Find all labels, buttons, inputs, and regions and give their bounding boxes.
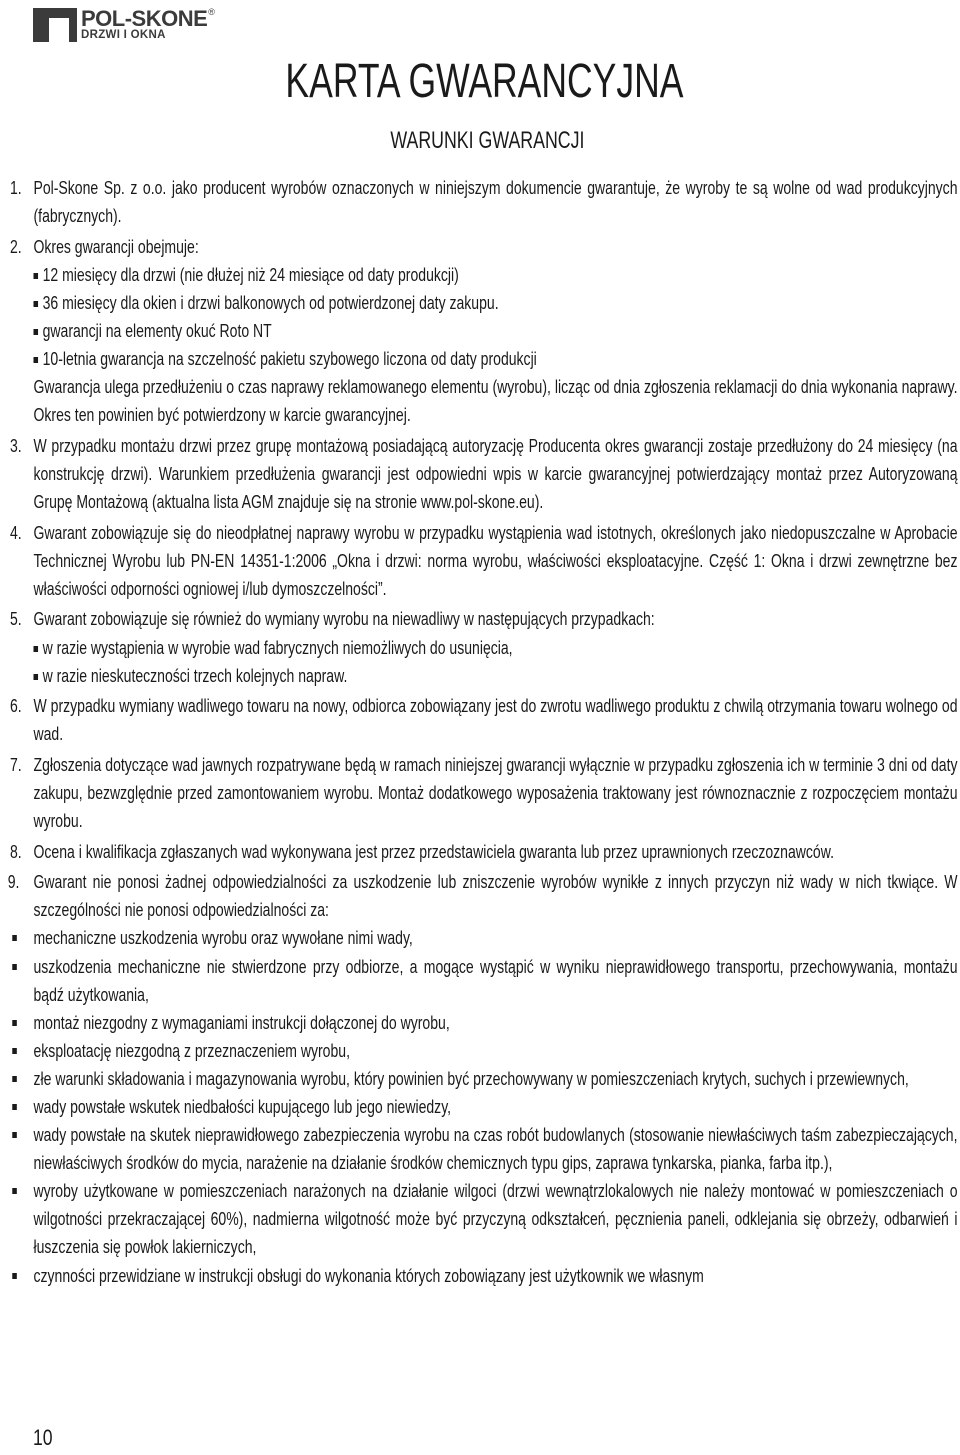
term-6 bbox=[10, 692, 958, 748]
term-text: Gwarancja ulega przedłużeniu o czas naprawy reklamowanego elementu (wyrobu), licząc od dnia zgłoszenia reklamacji do dnia wykonania naprawy. Okres ten powinien być potwierdzony w karcie gwarancyjnej. bbox=[33, 376, 958, 426]
list-item: gwarancji na elementy okuć Roto NT bbox=[33, 317, 957, 345]
term-text: W przypadku wymiany wadliwego towaru na nowy, odbiorca zobowiązany jest do zwrotu wadliwego produktu z chwilą otrzymania towaru wolnego od wad. bbox=[33, 695, 958, 745]
term-number: 2. bbox=[10, 235, 22, 257]
term-1 bbox=[10, 174, 958, 230]
list-item: uszkodzenia mechaniczne nie stwierdzone przy odbiorze, a mogące wystąpić w wyniku nieprawidłowego transportu, przechowywania, montażu bądź użytkowania, bbox=[10, 953, 958, 1009]
term-3 bbox=[10, 432, 958, 516]
square-bullet-icon bbox=[12, 1076, 17, 1082]
list-item: w razie wystąpienia w wyrobie wad fabrycznych niemożliwych do usunięcia, bbox=[33, 634, 957, 662]
term-text: Gwarant zobowiązuje się do nieodpłatnej naprawy wyrobu w przypadku wystąpienia wad istotnych, określonych jako niedopuszczalne w Aprobacie Technicznej Wyrobu lub PN-EN 14351-1:2006 „Okna i drzwi: norma wyrobu, właściwości eksploatacyjne. Część 1: Okna i drzwi zewnętrzne bez właściwości odporności ogniowej i/lub dymoszczelności”. bbox=[33, 521, 958, 599]
term-text: Zgłoszenia dotyczące wad jawnych rozpatrywane będą w ramach niniejszej gwarancji wyłącznie w przypadku zgłoszenia ich w terminie 3 dni od daty zakupu, bezwzględnie przed zamontowaniem wyrobu. Montaż dodatkowego wyposażenia traktowany jest równoznacznie z rozpoczęciem montażu wyrobu. bbox=[33, 753, 958, 832]
square-bullet-icon bbox=[12, 935, 17, 941]
term-number: 4. bbox=[10, 521, 22, 543]
logo-subtitle: DRZWI I OKNA bbox=[81, 29, 166, 42]
square-bullet-icon bbox=[33, 674, 38, 680]
warranty-terms bbox=[7, 174, 958, 1290]
list-item: 12 miesięcy dla drzwi (nie dłużej niż 24 miesiące od daty produkcji) bbox=[33, 261, 957, 289]
list-item: 10-letnia gwarancja na szczelność pakietu szybowego liczona od daty produkcji bbox=[33, 345, 957, 373]
term-text: Gwarant nie ponosi żadnej odpowiedzialności za uszkodzenie lub zniszczenie wyrobów wynikłe z innych przyczyn niż wady w nich tkwiące. W szczególności nie ponosi odpowiedzialności za: bbox=[33, 871, 958, 921]
term-text: Pol-Skone Sp. z o.o. jako producent wyrobów oznaczonych w niniejszym dokumencie gwarantuje, że wyroby te są wolne od wad produkcyjnych (fabrycznych). bbox=[33, 177, 958, 227]
list-item: mechaniczne uszkodzenia wyrobu oraz wywołane nimi wady, bbox=[10, 924, 958, 952]
square-bullet-icon bbox=[33, 646, 38, 652]
square-bullet-icon bbox=[12, 964, 17, 970]
company-logo bbox=[33, 8, 215, 42]
list-item: wady powstałe wskutek niedbałości kupującego lub jego niewiedzy, bbox=[10, 1093, 958, 1121]
square-bullet-icon bbox=[12, 1132, 17, 1138]
list-item: eksploatację niezgodną z przeznaczeniem wyrobu, bbox=[10, 1037, 958, 1065]
square-bullet-icon bbox=[12, 1104, 17, 1110]
square-bullet-icon bbox=[12, 1188, 17, 1194]
term-number: 8. bbox=[10, 840, 22, 862]
logo-text bbox=[81, 8, 215, 42]
term-8 bbox=[10, 838, 958, 866]
term-number: 5. bbox=[10, 608, 22, 630]
page-title: KARTA GWARANCYJNA bbox=[285, 55, 684, 108]
list-item: wyroby użytkowane w pomieszczeniach narażonych na działanie wilgoci (drzwi wewnątrzlokalowych nie należy montować w pomieszczeniach o wilgotności przekraczającej 60%), nadmierna wilgotność może być przyczyną odkształceń, pęcznienia paneli, odklejania się obrzeży, odbarwień i łuszczenia się powłok lakierniczych, bbox=[10, 1177, 958, 1261]
term-number: 6. bbox=[10, 695, 22, 717]
list-item: 36 miesięcy dla okien i drzwi balkonowych od potwierdzonej daty zakupu. bbox=[33, 289, 957, 317]
term-number: 1. bbox=[10, 177, 22, 198]
term-4 bbox=[10, 519, 958, 603]
logo-name: POL-SKONE bbox=[81, 6, 208, 32]
logo-mark-icon bbox=[33, 8, 77, 42]
list-item: w razie nieskuteczności trzech kolejnych napraw. bbox=[33, 662, 957, 690]
list-item: wady powstałe na skutek nieprawidłowego zabezpieczenia wyrobu na czas robót budowlanych (stosowanie niewłaściwych taśm zabezpieczających, niewłaściwych środków do mycia, narażenie na działanie środków chemicznych typu gips, zaprawa tynkarska, pianka, farba itp.), bbox=[10, 1121, 958, 1177]
list-item: montaż niezgodny z wymaganiami instrukcji dołączonej do wyrobu, bbox=[10, 1009, 958, 1037]
list-item: czynności przewidziane w instrukcji obsługi do wykonania których zobowiązany jest użytkownik we własnym bbox=[10, 1262, 958, 1290]
square-bullet-icon bbox=[33, 273, 38, 279]
square-bullet-icon bbox=[12, 1048, 17, 1054]
square-bullet-icon bbox=[12, 1273, 17, 1279]
term-7 bbox=[10, 751, 958, 835]
term-number: 9. bbox=[7, 871, 20, 893]
term-2 bbox=[10, 233, 958, 430]
term-text: W przypadku montażu drzwi przez grupę montażową posiadającą autoryzację Producenta okres gwarancji zostaje przedłużony do 24 miesięcy (na konstrukcję drzwi). Warunkiem przedłużenia gwarancji jest odpowiedni wpis w karcie gwarancyjnej potwierdzający montaż przez Autoryzowaną Grupę Montażową (aktualna lista AGM znajduje się na stronie www.pol-skone.eu). bbox=[33, 434, 958, 513]
term-5 bbox=[10, 605, 958, 689]
square-bullet-icon bbox=[33, 357, 38, 363]
page-number: 10 bbox=[33, 1425, 53, 1450]
term-text: Ocena i kwalifikacja zgłaszanych wad wykonywana jest przez przedstawiciela gwaranta lub przez uprawnionych rzeczoznawców. bbox=[33, 840, 834, 862]
square-bullet-icon bbox=[33, 301, 38, 307]
term-number: 7. bbox=[10, 753, 22, 775]
term-text: Okres gwarancji obejmuje: bbox=[33, 235, 199, 257]
term-9 bbox=[7, 868, 958, 924]
square-bullet-icon bbox=[33, 329, 38, 335]
list-item: złe warunki składowania i magazynowania wyrobu, który powinien być przechowywany w pomieszczeniach krytych, suchych i przewiewnych, bbox=[10, 1065, 958, 1093]
term-9-exclusions-list bbox=[10, 924, 958, 1289]
term-number: 3. bbox=[10, 434, 22, 456]
square-bullet-icon bbox=[12, 1020, 17, 1026]
logo-registered-mark: ® bbox=[208, 7, 215, 18]
page-subtitle: WARUNKI GWARANCJI bbox=[390, 127, 585, 154]
term-text: Gwarant zobowiązuje się również do wymiany wyrobu na niewadliwy w następujących przypadkach: bbox=[33, 608, 655, 630]
